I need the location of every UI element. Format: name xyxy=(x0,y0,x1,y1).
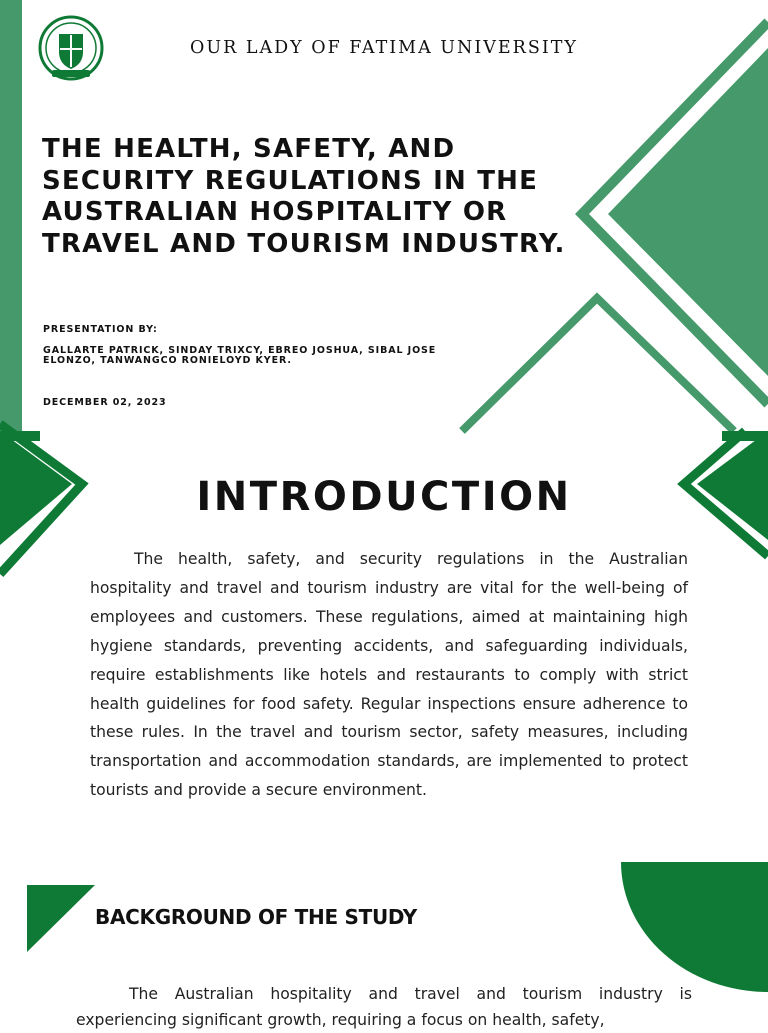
center-chevron-outline xyxy=(462,298,734,431)
authors-list: GALLARTE PATRICK, SINDAY TRIXCY, EBREO JOSHUA, SIBAL JOSE ELONZO, TANWANGCO RONIELOYD KYER. xyxy=(43,345,437,366)
bottom-right-quarter-shape xyxy=(621,862,768,992)
bottom-left-triangle xyxy=(27,885,95,952)
presentation-by-label: PRESENTATION BY: xyxy=(43,324,158,335)
university-name: OUR LADY OF FATIMA UNIVERSITY xyxy=(190,38,578,58)
presentation-title: THE HEALTH, SAFETY, AND SECURITY REGULATIONS IN THE AUSTRALIAN HOSPITALITY OR TRAVEL AND TOURISM INDUSTRY. xyxy=(42,134,566,259)
presentation-date: DECEMBER 02, 2023 xyxy=(43,397,167,408)
background-heading: BACKGROUND OF THE STUDY xyxy=(95,905,417,929)
university-seal-icon xyxy=(38,14,104,82)
introduction-heading: INTRODUCTION xyxy=(196,474,572,520)
left-green-strip xyxy=(0,0,22,431)
background-paragraph: The Australian hospitality and travel and tourism industry is experiencing significant growth, requiring a focus on health, safety, xyxy=(76,985,692,1029)
introduction-paragraph: The health, safety, and security regulations in the Australian hospitality and travel and tourism industry are vital for the well-being of employees and customers. These regulations, aimed at maintaining high hygiene standards, preventing accidents, and safeguarding individuals, require establishments like hotels and restaurants to comply with strict health guidelines for food safety. Regular inspections ensure adherence to these rules. In the travel and tourism sector, safety measures, including transportation and accommodation standards, are implemented to protect tourists and provide a secure environment. xyxy=(90,550,688,800)
